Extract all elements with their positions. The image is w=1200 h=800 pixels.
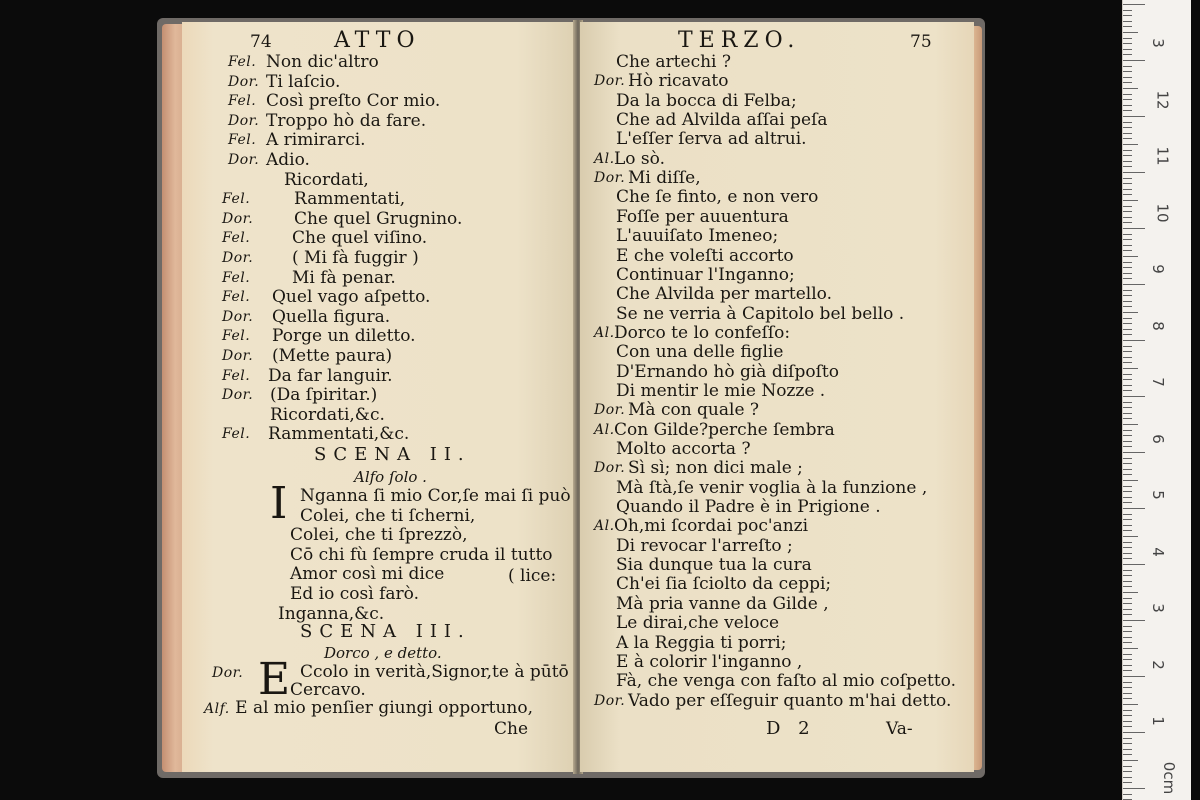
speaker-label: Dor. (594, 692, 626, 709)
ruler-tick (1123, 749, 1132, 750)
ruler-tick (1123, 637, 1132, 638)
ruler-tick (1123, 4, 1145, 5)
line-text: Così preſto Cor mio. (266, 91, 441, 112)
ruler-tick (1123, 726, 1132, 727)
ruler-tick (1123, 21, 1132, 22)
ruler-tick (1123, 771, 1132, 772)
ruler-tick (1123, 519, 1132, 520)
ruler-tick (1123, 704, 1138, 705)
ruler-tick (1123, 609, 1132, 610)
verse-line: Ed io così farò. (290, 584, 419, 604)
verse-line: Nganna ſi mio Cor,ſe mai ſi può (300, 486, 571, 506)
ruler-tick (1123, 458, 1132, 459)
ruler-label: 9 (1148, 264, 1167, 274)
ruler-tick (1123, 323, 1132, 324)
speaker-label: Fel. (222, 191, 251, 208)
verse-line: Inganna,&c. (278, 603, 385, 624)
ruler-tick (1123, 497, 1132, 498)
ruler-tick (1123, 642, 1132, 643)
ruler-tick (1123, 189, 1132, 190)
ruler-tick (1123, 116, 1145, 117)
speaker-label: Dor. (212, 665, 244, 681)
ruler-tick (1123, 267, 1132, 268)
line-text: Rammentati, (294, 189, 406, 210)
ruler-tick (1123, 379, 1132, 380)
ruler-tick (1123, 469, 1132, 470)
ruler-tick (1123, 234, 1132, 235)
ruler-tick (1123, 133, 1132, 134)
ruler-tick (1123, 71, 1132, 72)
ruler-tick (1123, 284, 1145, 285)
line-text: E che voleſti accorto (616, 245, 794, 266)
speaker-label: Al. (594, 518, 615, 535)
verse-line: Cercavo. (290, 680, 366, 700)
speaker-label: Al. (594, 150, 615, 167)
ruler-tick (1123, 150, 1132, 151)
ruler-tick (1123, 424, 1138, 425)
speaker-label: Dor. (228, 112, 260, 129)
line-text: Che artechi ? (616, 52, 731, 72)
ruler-tick (1123, 262, 1132, 263)
ruler-tick (1123, 648, 1138, 649)
ruler-label: 0cm (1160, 761, 1179, 794)
ruler-tick (1123, 222, 1132, 223)
ruler-tick (1123, 710, 1132, 711)
ruler-tick (1123, 256, 1138, 257)
line-text: Hò ricavato (628, 71, 729, 92)
ruler-tick (1123, 200, 1138, 201)
ruler-tick (1123, 362, 1132, 363)
ruler-tick (1123, 508, 1145, 509)
ruler-label: 10 (1153, 202, 1172, 223)
scene-title-3: SCENA III. (300, 621, 471, 642)
ruler-tick (1123, 318, 1132, 319)
ruler-tick (1123, 558, 1132, 559)
ruler-label: 8 (1148, 320, 1167, 331)
ruler-tick (1123, 26, 1132, 27)
speaker-label: Fel. (228, 132, 257, 149)
ruler-tick (1123, 278, 1132, 279)
line-text: Lo sò. (614, 148, 665, 169)
ruler-tick (1123, 110, 1132, 111)
line-text: Di mentir le mie Nozze . (616, 380, 826, 401)
line-text: Ricordati, (284, 169, 369, 190)
ruler-label: 7 (1148, 377, 1167, 387)
speaker-label: Dor. (222, 387, 254, 404)
speaker-label: Al. (594, 324, 615, 341)
line-text: Mi diſſe, (628, 168, 701, 189)
ruler-tick (1123, 144, 1138, 145)
stage-direction-3: Dorco , e detto. (324, 644, 442, 662)
ruler-tick (1123, 782, 1132, 783)
speaker-label: Dor. (222, 348, 254, 364)
line-text: Ch'ei ſia ſciolto da ceppi; (616, 574, 832, 595)
ruler-tick (1123, 407, 1132, 408)
line-text: Se ne verria à Capitolo bel bello . (616, 303, 905, 324)
line-text: D'Ernando hò già diſpoſto (616, 361, 839, 382)
ruler-tick (1123, 620, 1145, 621)
line-text: Le dirai,che veloce (616, 613, 780, 634)
line-text: ( Mi fà fuggir ) (292, 248, 419, 268)
ruler-tick (1123, 32, 1138, 33)
ruler-label: 6 (1148, 433, 1167, 444)
ruler-tick (1123, 161, 1132, 162)
ruler-tick (1123, 738, 1132, 739)
line-text: E al mio penſier giungi opportuno, (235, 698, 534, 718)
ruler-tick (1123, 206, 1132, 207)
speaker-label: Dor. (222, 250, 254, 266)
line-text: Continuar l'Inganno; (616, 264, 795, 285)
ruler-tick (1123, 698, 1132, 699)
dialogue-line (204, 698, 533, 719)
ruler-tick (1123, 777, 1132, 778)
line-text: Che ſe finto, e non vero (616, 187, 819, 208)
ruler-tick (1123, 295, 1132, 296)
ruler-tick (1123, 211, 1132, 212)
ruler-tick (1123, 357, 1132, 358)
drop-cap-i: I (270, 478, 288, 529)
ruler-tick (1123, 654, 1132, 655)
line-text: Mà ſtà,ſe venir voglia à la funzione , (616, 477, 928, 498)
ruler-tick (1123, 273, 1132, 274)
line-text: Che quel viſino. (292, 228, 428, 249)
line-text: Da la bocca di Felba; (616, 90, 797, 111)
ruler-tick (1123, 542, 1132, 543)
ruler-tick (1123, 166, 1132, 167)
ruler-tick (1123, 402, 1132, 403)
left-page-edges (162, 24, 184, 772)
ruler-tick (1123, 514, 1132, 515)
ruler-tick (1123, 603, 1132, 604)
ruler-tick (1123, 88, 1138, 89)
drop-cap-e: E (258, 654, 291, 705)
line-text: Fà, che venga con faſto al mio coſpetto. (616, 671, 957, 692)
ruler-tick (1123, 486, 1132, 487)
speaker-label: Fel. (222, 328, 251, 345)
line-text: Molto accorta ? (616, 439, 751, 459)
line-text: Con una delle figlie (616, 342, 784, 363)
ruler-tick (1123, 312, 1138, 313)
line-text: L'auuiſato Imeneo; (616, 226, 779, 247)
speaker-label: Fel. (222, 426, 251, 443)
line-text: Quando il Padre è in Prigione . (616, 497, 881, 518)
ruler-tick (1123, 10, 1132, 11)
ruler-tick (1123, 155, 1132, 156)
ruler-tick (1123, 564, 1145, 565)
ruler-tick (1123, 682, 1132, 683)
ruler-tick (1123, 194, 1132, 195)
ruler-label: 11 (1153, 146, 1172, 166)
ruler-tick (1123, 676, 1145, 677)
speaker-label: Fel. (222, 230, 251, 247)
line-text: Non dic'altro (266, 52, 379, 72)
line-text: Mà con quale ? (628, 400, 760, 421)
ruler-tick (1123, 374, 1132, 375)
ruler-tick (1123, 82, 1132, 83)
speaker-label: Dor. (228, 73, 260, 90)
ruler-tick (1123, 670, 1132, 671)
speaker-label: Dor. (594, 460, 626, 477)
ruler-tick (1123, 525, 1132, 526)
line-text: Mi fà penar. (292, 267, 396, 288)
line-text: Dorco te lo confeſſo: (614, 322, 791, 343)
ruler-tick (1123, 329, 1132, 330)
line-text: Da far languir. (268, 365, 393, 386)
ruler-tick (1123, 592, 1138, 593)
speaker-label: Alf. (204, 701, 230, 717)
ruler-tick (1123, 290, 1132, 291)
ruler-tick (1123, 306, 1132, 307)
ruler-label: 4 (1148, 546, 1167, 557)
verse-aside: ( lice: (508, 566, 557, 586)
verse-line: Colei, che ti ſprezzò, (290, 525, 468, 546)
ruler-tick (1123, 547, 1132, 548)
ruler-tick (1123, 536, 1138, 537)
line-text: (Mette paura) (272, 346, 393, 366)
ruler-tick (1123, 172, 1145, 173)
ruler-tick (1123, 435, 1132, 436)
ruler-tick (1123, 183, 1132, 184)
ruler-tick (1123, 138, 1132, 139)
line-text: Che ad Alvilda aſſai peſa (616, 110, 828, 131)
ruler-tick (1123, 721, 1132, 722)
ruler-tick (1123, 54, 1132, 55)
line-text: Con Gilde?perche ſembra (614, 419, 835, 440)
ruler-tick (1123, 693, 1132, 694)
ruler-tick (1123, 49, 1132, 50)
ruler-tick (1123, 385, 1132, 386)
line-text: Vado per eſſeguir quanto m'hai detto. (628, 690, 952, 711)
ruler-tick (1123, 228, 1145, 229)
ruler-tick (1123, 766, 1132, 767)
line-text: Ti laſcio. (266, 71, 341, 92)
ruler-label: 2 (1148, 659, 1167, 670)
ruler-tick (1123, 178, 1132, 179)
ruler-tick (1123, 598, 1132, 599)
scene-title-2: SCENA II. (314, 444, 471, 465)
ruler-tick (1123, 77, 1132, 78)
line-text: Porge un diletto. (272, 326, 416, 347)
ruler-tick (1123, 754, 1132, 755)
ruler-tick (1123, 631, 1132, 632)
ruler-label: 1 (1148, 716, 1167, 726)
line-text: E à colorir l'inganno , (616, 651, 803, 672)
ruler-label: 5 (1148, 490, 1167, 500)
ruler-tick (1123, 732, 1145, 733)
line-text: Mà pria vanne da Gilde , (616, 593, 829, 614)
ruler-tick (1123, 446, 1132, 447)
ruler-tick (1123, 788, 1145, 789)
verse-line: Ccolo in verità,Signor,te à pūtō (300, 662, 569, 682)
speaker-label: Fel. (222, 367, 251, 384)
line-text: (Da ſpiritar.) (270, 385, 378, 406)
line-text: Sia dunque tua la cura (616, 555, 812, 576)
line-text: Rammentati,&c. (268, 424, 410, 445)
line-text: Ricordati,&c. (270, 404, 385, 425)
ruler-tick (1123, 463, 1132, 464)
ruler-tick (1123, 38, 1132, 39)
speaker-label: Fel. (222, 289, 251, 306)
line-text: A la Reggia ti porri; (616, 632, 787, 653)
line-text: Adio. (266, 150, 310, 170)
speaker-label: Dor. (222, 210, 254, 227)
signature-mark: D 2 (766, 718, 816, 739)
ruler-tick (1123, 502, 1132, 503)
catchword-left: Che (494, 719, 529, 739)
speaker-label: Fel. (228, 93, 257, 110)
ruler-tick (1123, 474, 1132, 475)
ruler-tick (1123, 794, 1132, 795)
ruler-tick (1123, 66, 1132, 67)
ruler-tick (1123, 570, 1132, 571)
speaker-label: Dor. (222, 308, 254, 325)
line-text: Oh,mi ſcordai poc'anzi (614, 516, 809, 537)
page-number-right: 75 (910, 32, 932, 52)
ruler-tick (1123, 396, 1145, 397)
ruler-tick (1123, 346, 1132, 347)
ruler-tick (1123, 122, 1132, 123)
ruler-tick (1123, 430, 1132, 431)
ruler-label: 3 (1148, 603, 1167, 613)
measuring-ruler (1122, 0, 1191, 800)
line-text: L'eſſer ſerva ad altrui. (616, 129, 807, 150)
speaker-label: Fel. (222, 269, 251, 286)
ruler-tick (1123, 665, 1132, 666)
ruler-tick (1123, 301, 1132, 302)
ruler-tick (1123, 586, 1132, 587)
ruler-tick (1123, 390, 1132, 391)
verse-line: Cō chi fù ſempre cruda il tutto (290, 544, 553, 565)
stage-direction-2: Alfo ſolo . (354, 468, 427, 486)
left-page (182, 22, 576, 772)
ruler-tick (1123, 575, 1132, 576)
ruler-tick (1123, 15, 1132, 16)
ruler-tick (1123, 351, 1132, 352)
ruler-tick (1123, 581, 1132, 582)
page-number-left: 74 (250, 32, 272, 52)
ruler-tick (1123, 659, 1132, 660)
ruler-label: 3 (1148, 38, 1167, 48)
speaker-label: Dor. (594, 73, 626, 90)
running-header-right: TERZO. (678, 28, 801, 53)
catchword-right: Va- (886, 719, 913, 739)
speaker-label: Al. (594, 421, 615, 438)
ruler-tick (1123, 452, 1145, 453)
ruler-tick (1123, 743, 1132, 744)
ruler-tick (1123, 94, 1132, 95)
ruler-tick (1123, 340, 1145, 341)
ruler-tick (1123, 105, 1132, 106)
ruler-tick (1123, 480, 1138, 481)
ruler-tick (1123, 60, 1145, 61)
ruler-tick (1123, 614, 1132, 615)
line-text: Quel vago aſpetto. (272, 287, 431, 308)
ruler-tick (1123, 334, 1132, 335)
ruler-tick (1123, 760, 1138, 761)
verse-line: Colei, che ti ſcherni, (300, 505, 476, 526)
line-text: Troppo hò da fare. (266, 110, 427, 131)
ruler-tick (1123, 217, 1132, 218)
line-text: Di revocar l'arreſto ; (616, 535, 793, 556)
right-page (580, 22, 974, 772)
running-header-left: ATTO (334, 28, 421, 53)
ruler-tick (1123, 626, 1132, 627)
ruler-tick (1123, 250, 1132, 251)
ruler-label: 12 (1153, 89, 1172, 110)
ruler-tick (1123, 413, 1132, 414)
ruler-tick (1123, 687, 1132, 688)
speaker-label: Dor. (594, 170, 626, 187)
speaker-label: Fel. (228, 54, 257, 70)
line-text: A rimirarci. (266, 130, 366, 151)
line-text: Sì sì; non dici male ; (628, 458, 803, 479)
line-text: Che quel Grugnino. (294, 208, 463, 229)
ruler-tick (1123, 368, 1138, 369)
line-text: Quella figura. (272, 306, 391, 327)
line-text: Foſſe per auuentura (616, 206, 789, 227)
ruler-tick (1123, 553, 1132, 554)
ruler-tick (1123, 418, 1132, 419)
speaker-label: Dor. (228, 152, 260, 168)
ruler-tick (1123, 715, 1132, 716)
speaker-label: Dor. (594, 402, 626, 419)
ruler-tick (1123, 127, 1132, 128)
ruler-tick (1123, 43, 1132, 44)
ruler-tick (1123, 239, 1132, 240)
line-text: Che Alvilda per martello. (616, 284, 832, 305)
ruler-tick (1123, 441, 1132, 442)
ruler-tick (1123, 491, 1132, 492)
ruler-tick (1123, 99, 1132, 100)
ruler-tick (1123, 245, 1132, 246)
ruler-tick (1123, 530, 1132, 531)
verse-line: Amor così mi dice (290, 564, 445, 585)
